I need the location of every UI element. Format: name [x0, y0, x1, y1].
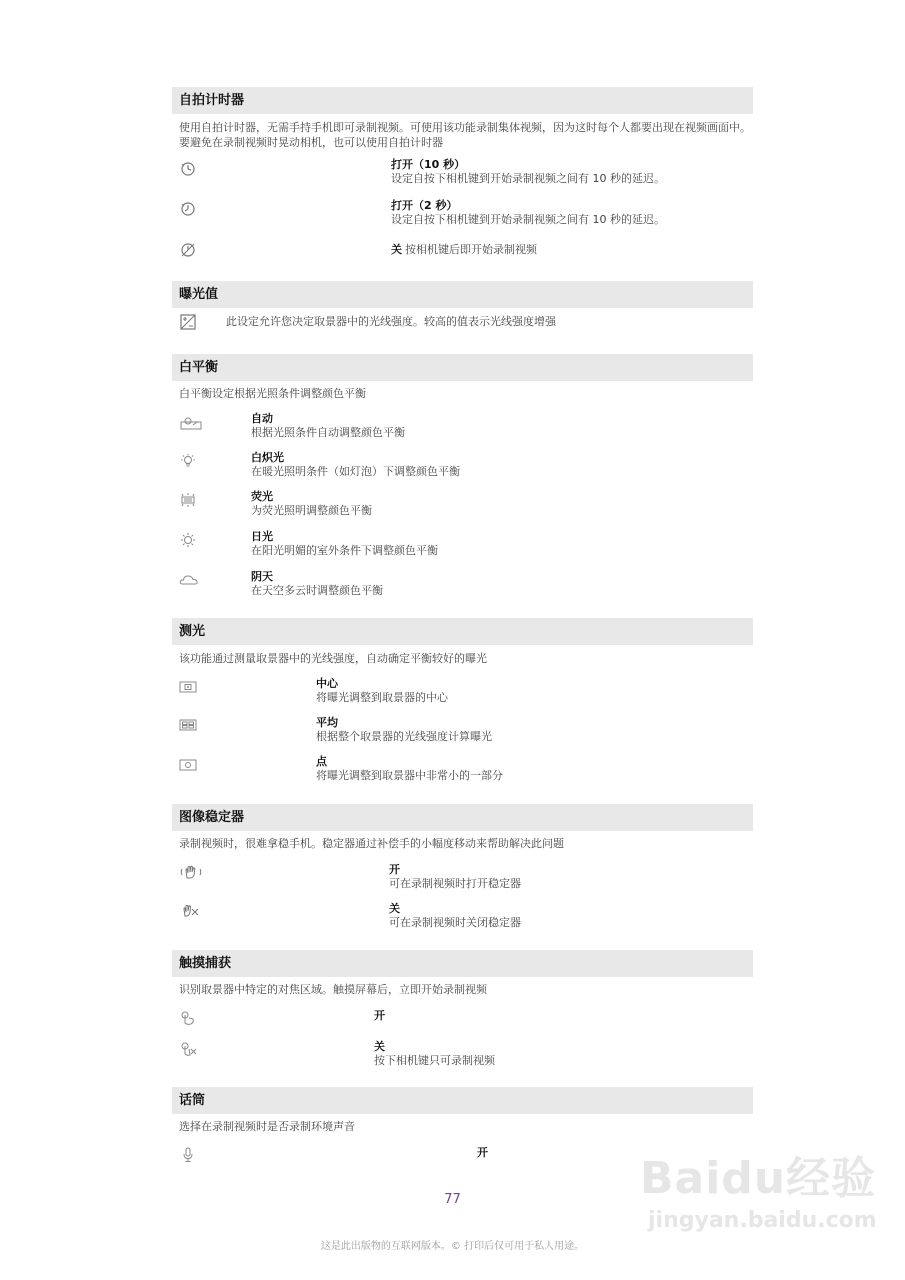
- stabilizer-on-title: 开: [389, 863, 400, 876]
- stabilizer-on-desc: 可在录制视频时打开稳定器: [389, 877, 521, 890]
- self-timer-10s-title: 打开（10 秒）: [391, 158, 466, 171]
- wb-daylight-title: 日光: [251, 530, 273, 543]
- microphone-on-item: [477, 1146, 488, 1160]
- stabilizer-off-icon: [179, 903, 201, 919]
- wb-fluorescent-icon: [179, 492, 197, 508]
- self-timer-off-title: 关: [391, 243, 402, 256]
- self-timer-description: 使用自拍计时器，无需手持手机即可录制视频。可使用该功能录制集体视频，因为这时每个人都要出现在视频画面中。要避免在录制视频时晃动相机，也可以使用自拍计时器: [179, 121, 751, 149]
- touch-capture-on-item: [374, 1009, 385, 1023]
- self-timer-2s-title: 打开（2 秒）: [391, 199, 458, 212]
- wb-incandescent-icon: [179, 453, 197, 469]
- section-header-stabilizer: 图像稳定器: [172, 804, 753, 831]
- wb-fluorescent-item: [251, 490, 372, 518]
- touch-capture-off-icon: [179, 1041, 197, 1057]
- touch-capture-on-title: 开: [374, 1009, 385, 1022]
- baidu-watermark: [640, 1142, 877, 1242]
- page-number: 77: [444, 1192, 461, 1207]
- wb-auto-icon: [179, 415, 203, 431]
- touch-capture-on-icon: [179, 1010, 197, 1026]
- wb-fluorescent-desc: 为荧光照明调整颜色平衡: [251, 504, 372, 517]
- exposure-description: 此设定允许您决定取景器中的光线强度。较高的值表示光线强度增强: [226, 315, 556, 328]
- self-timer-2s-desc: 设定自按下相机键到开始录制视频之间有 10 秒的延迟。: [391, 213, 665, 226]
- metering-spot-icon: [179, 757, 197, 773]
- touch-capture-off-title: 关: [374, 1040, 385, 1053]
- metering-center-item: [316, 677, 448, 705]
- wb-auto-title: 自动: [251, 412, 273, 425]
- metering-spot-desc: 将曝光调整到取景器中非常小的一部分: [316, 769, 503, 782]
- section-header-self-timer: 自拍计时器: [172, 87, 753, 114]
- self-timer-10s-icon: [179, 161, 197, 177]
- wb-daylight-icon: [179, 532, 197, 548]
- wb-auto-item: [251, 412, 405, 440]
- wb-cloudy-item: [251, 570, 383, 598]
- wb-auto-desc: 根据光照条件自动调整颜色平衡: [251, 426, 405, 439]
- wb-incandescent-desc: 在暖光照明条件（如灯泡）下调整颜色平衡: [251, 465, 460, 478]
- stabilizer-on-item: [389, 863, 521, 891]
- section-header-white-balance: 白平衡: [172, 354, 753, 381]
- self-timer-off-desc: 按相机键后即开始录制视频: [405, 243, 537, 256]
- touch-capture-description: 识别取景器中特定的对焦区域。触摸屏幕后，立即开始录制视频: [179, 983, 487, 996]
- section-header-metering: 测光: [172, 618, 753, 645]
- footer-notice: 这是此出版物的互联网版本。© 打印后仅可用于私人用途。: [320, 1241, 585, 1252]
- touch-capture-off-desc: 按下相机键只可录制视频: [374, 1054, 495, 1067]
- exposure-icon: [179, 314, 197, 330]
- watermark-logo: Baidu经验: [640, 1153, 877, 1204]
- stabilizer-off-item: [389, 902, 521, 930]
- self-timer-10s-item: [391, 158, 665, 186]
- metering-average-title: 平均: [316, 716, 338, 729]
- wb-cloudy-title: 阴天: [251, 570, 273, 583]
- self-timer-10s-desc: 设定自按下相机键到开始录制视频之间有 10 秒的延迟。: [391, 172, 665, 185]
- wb-incandescent-title: 白炽光: [251, 451, 284, 464]
- wb-cloudy-desc: 在天空多云时调整颜色平衡: [251, 584, 383, 597]
- metering-average-icon: [179, 717, 197, 733]
- section-header-microphone: 话筒: [172, 1087, 753, 1114]
- white-balance-description: 白平衡设定根据光照条件调整颜色平衡: [179, 387, 366, 400]
- stabilizer-description: 录制视频时，很难拿稳手机。稳定器通过补偿手的小幅度移动来帮助解决此问题: [179, 837, 564, 850]
- metering-average-desc: 根据整个取景器的光线强度计算曝光: [316, 730, 492, 743]
- wb-incandescent-item: [251, 451, 460, 479]
- wb-daylight-item: [251, 530, 438, 558]
- microphone-icon: [179, 1147, 197, 1163]
- metering-description: 该功能通过测量取景器中的光线强度，自动确定平衡较好的曝光: [179, 652, 487, 665]
- metering-center-icon: [179, 679, 197, 695]
- touch-capture-off-item: [374, 1040, 495, 1068]
- microphone-description: 选择在录制视频时是否录制环境声音: [179, 1120, 355, 1133]
- metering-center-title: 中心: [316, 677, 338, 690]
- section-header-exposure: 曝光值: [172, 281, 753, 308]
- metering-center-desc: 将曝光调整到取景器的中心: [316, 691, 448, 704]
- stabilizer-off-desc: 可在录制视频时关闭稳定器: [389, 916, 521, 929]
- metering-average-item: [316, 716, 492, 744]
- wb-cloudy-icon: [179, 571, 201, 587]
- watermark-url: jingyan.baidu.com: [648, 1208, 877, 1233]
- self-timer-off-icon: [179, 242, 197, 258]
- metering-spot-item: [316, 755, 503, 783]
- wb-fluorescent-title: 荧光: [251, 490, 273, 503]
- self-timer-2s-icon: [179, 201, 197, 217]
- self-timer-2s-item: [391, 199, 665, 227]
- stabilizer-on-icon: [179, 864, 203, 880]
- microphone-on-title: 开: [477, 1146, 488, 1159]
- section-header-touch-capture: 触摸捕获: [172, 950, 753, 977]
- stabilizer-off-title: 关: [389, 902, 400, 915]
- wb-daylight-desc: 在阳光明媚的室外条件下调整颜色平衡: [251, 544, 438, 557]
- self-timer-off-item: [391, 243, 537, 257]
- metering-spot-title: 点: [316, 755, 327, 768]
